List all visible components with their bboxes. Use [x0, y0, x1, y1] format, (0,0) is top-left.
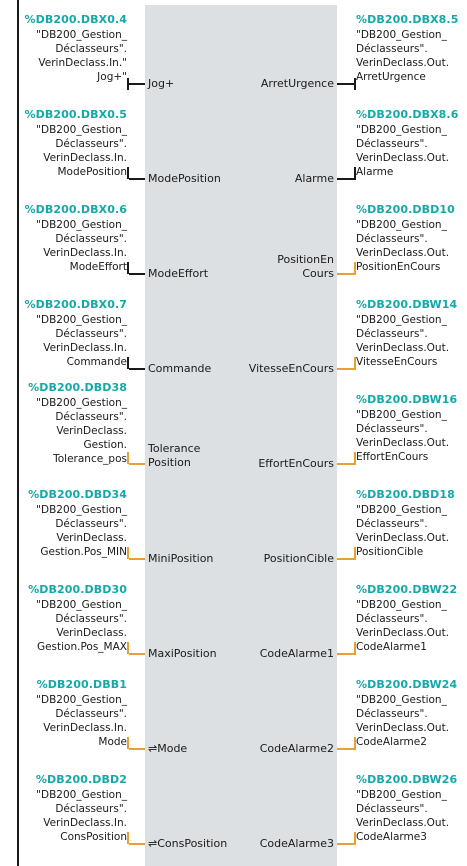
- input-wire: [129, 273, 145, 275]
- input-wire: [129, 83, 145, 85]
- output-pin-label: CodeAlarme2: [259, 742, 334, 755]
- pin-row-jog: [0, 5, 467, 100]
- input-symbol[interactable]: "DB200_Gestion_ Déclasseurs". VerinDeclass.In. ModePosition: [36, 124, 127, 178]
- pin-row-maxiposition: [0, 575, 467, 670]
- output-address[interactable]: %DB200.DBW24: [356, 678, 458, 691]
- output-pin-label: PositionEn Cours: [277, 253, 334, 280]
- output-pin-label: EffortEnCours: [258, 457, 334, 470]
- input-pin-label: Jog+: [148, 77, 175, 90]
- input-wire: [129, 368, 145, 370]
- input-wire-end: [127, 167, 129, 179]
- output-address[interactable]: %DB200.DBW16: [356, 393, 458, 406]
- output-address[interactable]: %DB200.DBW26: [356, 773, 458, 786]
- input-wire: [129, 653, 145, 655]
- output-symbol[interactable]: "DB200_Gestion_ Déclasseurs". VerinDeclass.Out. CodeAlarme2: [356, 694, 450, 748]
- input-symbol[interactable]: "DB200_Gestion_ Déclasseurs". VerinDeclass.In. ModeEffort: [36, 219, 127, 273]
- input-wire-end: [127, 737, 129, 749]
- input-symbol[interactable]: "DB200_Gestion_ Déclasseurs". VerinDeclass.In. Mode: [36, 694, 127, 748]
- input-pin-label: MaxiPosition: [148, 647, 217, 660]
- input-address[interactable]: %DB200.DBD34: [28, 488, 127, 501]
- output-symbol[interactable]: "DB200_Gestion_ Déclasseurs". VerinDeclass.Out. CodeAlarme1: [356, 599, 450, 653]
- pin-row-mode: [0, 670, 467, 765]
- pin-row-modeposition: [0, 100, 467, 195]
- output-pin-label: Alarme: [294, 172, 334, 185]
- input-pin-label: ⇌Mode: [148, 742, 188, 755]
- pin-row-modeeffort: [0, 195, 467, 290]
- output-symbol[interactable]: "DB200_Gestion_ Déclasseurs". VerinDeclass.Out. VitesseEnCours: [356, 314, 450, 368]
- input-wire-end: [127, 262, 129, 274]
- input-wire-end: [127, 452, 129, 464]
- input-address[interactable]: %DB200.DBD2: [35, 773, 127, 786]
- input-symbol[interactable]: "DB200_Gestion_ Déclasseurs". VerinDeclass. Gestion. Tolerance_pos: [36, 397, 127, 465]
- output-symbol[interactable]: "DB200_Gestion_ Déclasseurs". VerinDeclass.Out. CodeAlarme3: [356, 789, 450, 843]
- input-wire-end: [127, 642, 129, 654]
- output-address[interactable]: %DB200.DBW22: [356, 583, 458, 596]
- output-address[interactable]: %DB200.DBD10: [356, 203, 455, 216]
- input-address[interactable]: %DB200.DBX0.6: [24, 203, 127, 216]
- input-wire: [129, 748, 145, 750]
- output-symbol[interactable]: "DB200_Gestion_ Déclasseurs". VerinDeclass.Out. PositionEnCours: [356, 219, 450, 273]
- input-symbol[interactable]: "DB200_Gestion_ Déclasseurs". VerinDeclass.In." Jog+": [36, 29, 127, 83]
- input-pin-label: ModePosition: [148, 172, 221, 185]
- output-address[interactable]: %DB200.DBD18: [356, 488, 455, 501]
- input-wire: [129, 843, 145, 845]
- output-symbol[interactable]: "DB200_Gestion_ Déclasseurs". VerinDeclass.Out. ArretUrgence: [356, 29, 450, 83]
- pin-row-toleranceposition: [0, 373, 467, 468]
- output-pin-label: VitesseEnCours: [248, 362, 334, 375]
- input-address[interactable]: %DB200.DBD30: [28, 583, 127, 596]
- output-symbol[interactable]: "DB200_Gestion_ Déclasseurs". VerinDeclass.Out. Alarme: [356, 124, 450, 178]
- pin-row-commande: [0, 290, 467, 385]
- input-pin-label: ⇌ConsPosition: [148, 837, 228, 850]
- input-address[interactable]: %DB200.DBX0.4: [24, 13, 127, 26]
- input-wire-end: [127, 547, 129, 559]
- input-wire-end: [127, 78, 129, 90]
- input-wire: [129, 178, 145, 180]
- output-pin-label: CodeAlarme1: [259, 647, 334, 660]
- input-pin-label: ModeEffort: [148, 267, 209, 280]
- input-pin-label: Commande: [148, 362, 212, 375]
- output-pin-label: PositionCible: [263, 552, 334, 565]
- input-address[interactable]: %DB200.DBX0.5: [24, 108, 127, 121]
- output-pin-label: CodeAlarme3: [259, 837, 334, 850]
- input-pin-label: Tolerance Position: [148, 442, 201, 469]
- input-symbol[interactable]: "DB200_Gestion_ Déclasseurs". VerinDeclass. Gestion.Pos_MIN: [36, 504, 127, 558]
- input-symbol[interactable]: "DB200_Gestion_ Déclasseurs". VerinDeclass.In. ConsPosition: [36, 789, 127, 843]
- output-pin-label: ArretUrgence: [260, 77, 334, 90]
- input-wire: [129, 463, 145, 465]
- pin-row-consposition: [0, 765, 467, 860]
- output-address[interactable]: %DB200.DBX8.5: [356, 13, 459, 26]
- output-symbol[interactable]: "DB200_Gestion_ Déclasseurs". VerinDeclass.Out. EffortEnCours: [356, 409, 450, 463]
- input-address[interactable]: %DB200.DBX0.7: [24, 298, 127, 311]
- input-wire-end: [127, 832, 129, 844]
- input-pin-label: MiniPosition: [148, 552, 214, 565]
- input-symbol[interactable]: "DB200_Gestion_ Déclasseurs". VerinDeclass. Gestion.Pos_MAX: [36, 599, 127, 653]
- input-wire-end: [127, 357, 129, 369]
- pin-row-miniposition: [0, 480, 467, 575]
- input-wire: [129, 558, 145, 560]
- output-symbol[interactable]: "DB200_Gestion_ Déclasseurs". VerinDeclass.Out. PositionCible: [356, 504, 450, 558]
- output-address[interactable]: %DB200.DBW14: [356, 298, 458, 311]
- output-address[interactable]: %DB200.DBX8.6: [356, 108, 459, 121]
- input-address[interactable]: %DB200.DBB1: [36, 678, 127, 691]
- input-symbol[interactable]: "DB200_Gestion_ Déclasseurs". VerinDeclass.In. Commande: [36, 314, 127, 368]
- input-address[interactable]: %DB200.DBD38: [28, 381, 127, 394]
